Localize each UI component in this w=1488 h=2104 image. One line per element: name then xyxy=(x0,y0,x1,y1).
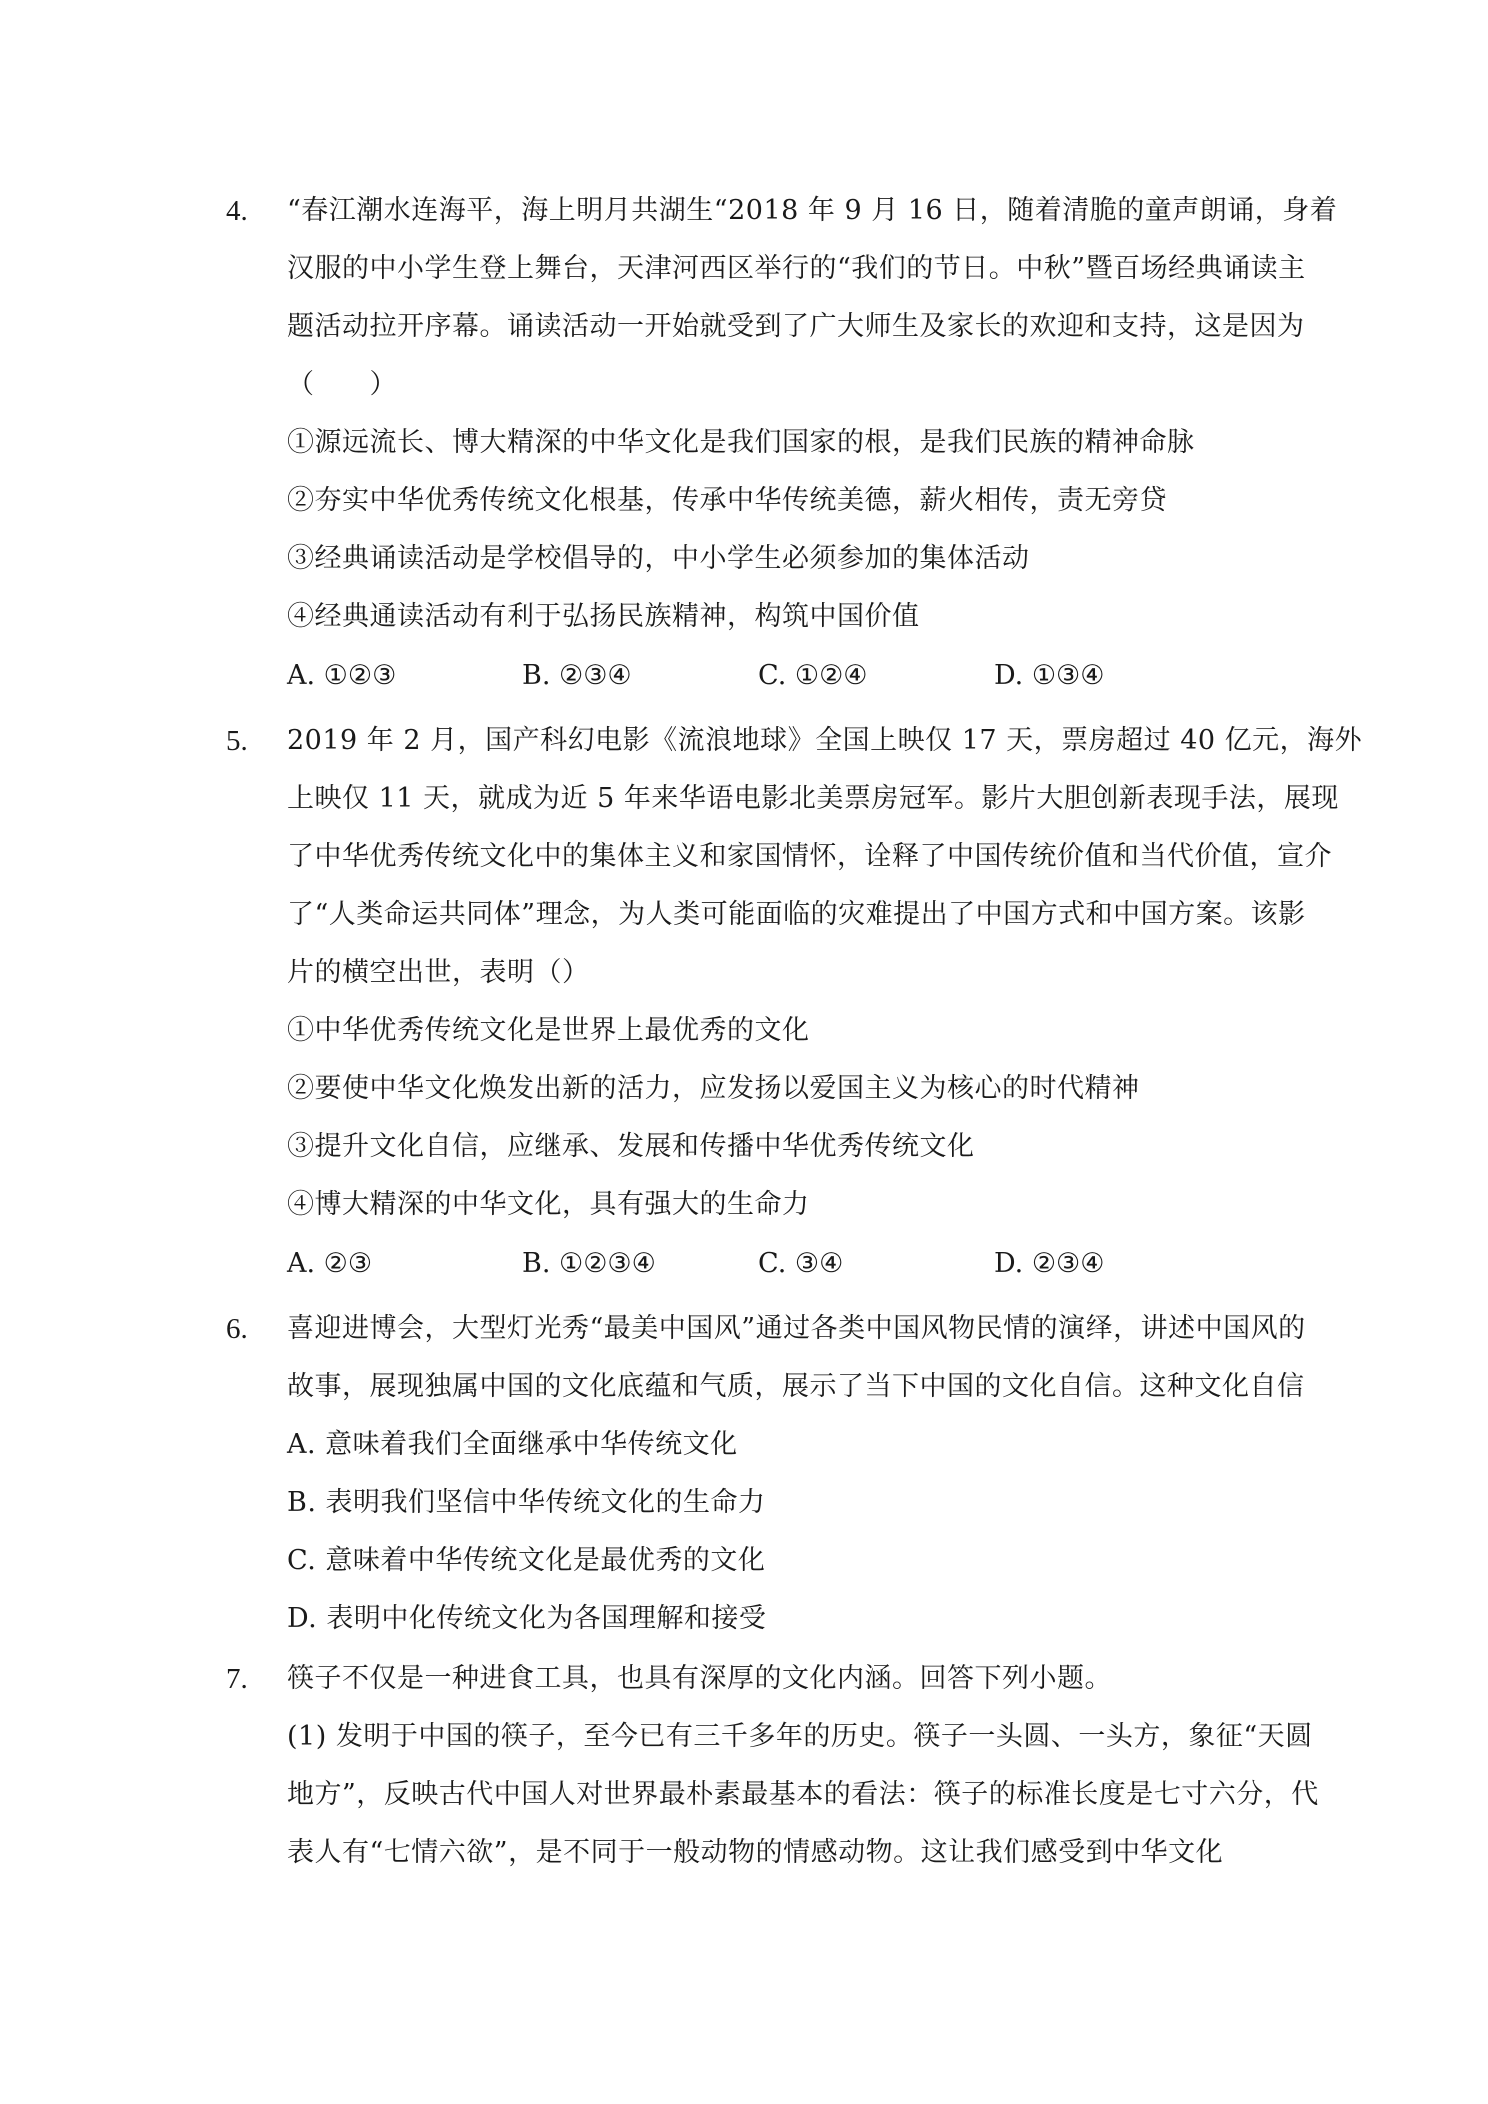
question-number: 5. xyxy=(226,725,248,757)
option-c: C. 意味着中华传统文化是最优秀的文化 xyxy=(287,1545,766,1576)
option-b: B. 表明我们坚信中华传统文化的生命力 xyxy=(287,1487,766,1518)
statement: ①源远流长、博大精深的中华文化是我们国家的根，是我们民族的精神命脉 xyxy=(287,427,1195,458)
statement: ④博大精深的中华文化，具有强大的生命力 xyxy=(287,1189,810,1220)
question-stem-line: 汉服的中小学生登上舞台，天津河西区举行的“我们的节日。中秋”暨百场经典诵读主 xyxy=(287,253,1306,284)
question-stem-line: “春江潮水连海平，海上明月共湖生“2018 年 9 月 16 日，随着清脆的童声朗诵，身着 xyxy=(287,195,1338,226)
question-stem-line: 了“人类命运共同体”理念，为人类可能面临的灾难提出了中国方式和中国方案。该影 xyxy=(287,899,1306,930)
option-d: D. ②③④ xyxy=(994,1248,1105,1279)
question-stem-line: 片的横空出世，表明（） xyxy=(287,957,590,988)
statement: ④经典通读活动有利于弘扬民族精神，构筑中国价值 xyxy=(287,601,920,632)
option-b: B. ①②③④ xyxy=(522,1248,656,1279)
question-number: 4. xyxy=(226,195,248,227)
option-a: A. ①②③ xyxy=(287,660,397,691)
question-stem-line: 题活动拉开序幕。诵读活动一开始就受到了广大师生及家长的欢迎和支持，这是因为 xyxy=(287,311,1305,342)
sub-question-line: 表人有“七情六欲”，是不同于一般动物的情感动物。这让我们感受到中华文化 xyxy=(287,1837,1224,1868)
question-stem-line: 上映仅 11 天，就成为近 5 年来华语电影北美票房冠军。影片大胆创新表现手法，展现 xyxy=(287,783,1339,814)
option-d: D. ①③④ xyxy=(994,660,1105,691)
sub-question-line: (1) 发明于中国的筷子，至今已有三千多年的历史。筷子一头圆、一头方，象征“天圆 xyxy=(287,1721,1313,1752)
option-c: C. ③④ xyxy=(758,1248,844,1279)
question-stem-line: 筷子不仅是一种进食工具，也具有深厚的文化内涵。回答下列小题。 xyxy=(287,1663,1112,1694)
question-stem-line: 故事，展现独属中国的文化底蕴和气质，展示了当下中国的文化自信。这种文化自信 xyxy=(287,1371,1305,1402)
sub-question-line: 地方”，反映古代中国人对世界最朴素最基本的看法：筷子的标准长度是七寸六分，代 xyxy=(287,1779,1319,1810)
option-d: D. 表明中化传统文化为各国理解和接受 xyxy=(287,1603,767,1634)
question-number: 6. xyxy=(226,1313,248,1345)
statement: ③提升文化自信，应继承、发展和传播中华优秀传统文化 xyxy=(287,1131,975,1162)
option-c: C. ①②④ xyxy=(758,660,868,691)
question-number: 7. xyxy=(226,1663,248,1695)
question-stem-line: 喜迎进博会，大型灯光秀“最美中国风”通过各类中国风物民情的演绎，讲述中国风的 xyxy=(287,1313,1306,1344)
statement: ②夯实中华优秀传统文化根基，传承中华传统美德，薪火相传，责无旁贷 xyxy=(287,485,1167,516)
option-b: B. ②③④ xyxy=(522,660,632,691)
statement: ①中华优秀传统文化是世界上最优秀的文化 xyxy=(287,1015,810,1046)
statement: ②要使中华文化焕发出新的活力，应发扬以爱国主义为核心的时代精神 xyxy=(287,1073,1140,1104)
option-a: A. ②③ xyxy=(287,1248,373,1279)
statement: ③经典诵读活动是学校倡导的，中小学生必须参加的集体活动 xyxy=(287,543,1030,574)
option-a: A. 意味着我们全面继承中华传统文化 xyxy=(287,1429,738,1460)
question-stem-line: 2019 年 2 月，国产科幻电影《流浪地球》全国上映仅 17 天，票房超过 40 亿元，海外 xyxy=(287,725,1363,756)
question-stem-line: 了中华优秀传统文化中的集体主义和家国情怀，诠释了中国传统价值和当代价值，宣介 xyxy=(287,841,1332,872)
answer-bracket: （ ） xyxy=(287,369,397,400)
